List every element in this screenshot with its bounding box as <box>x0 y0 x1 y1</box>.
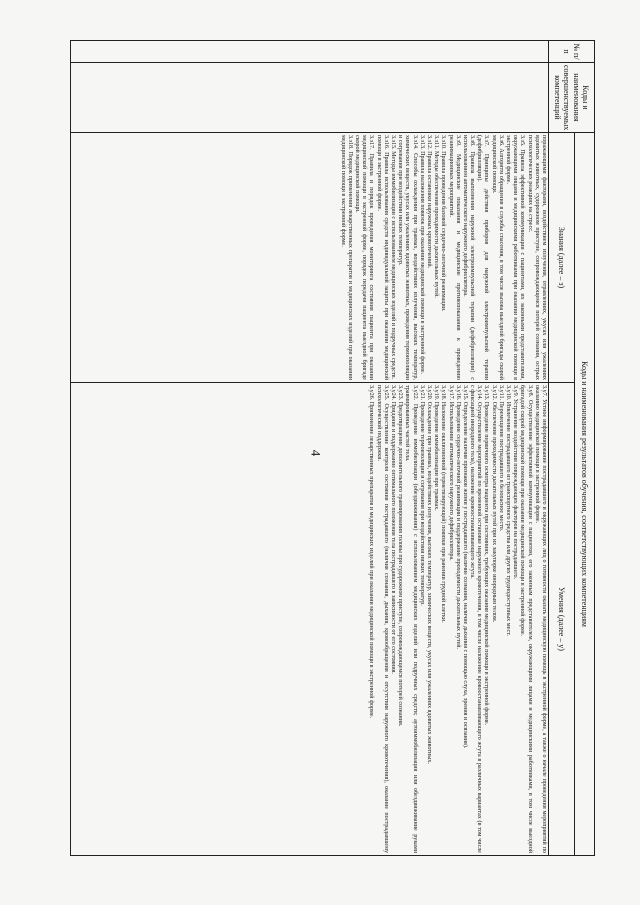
knowledge-item: 3.з11. Методы обеспечения проходимости дыхательных путей. <box>433 135 440 298</box>
skill-item: 3.у17. Использование автоматического наружного дефибриллятора. <box>447 385 454 561</box>
knowledge-item: 3.з9. Медицинские показания и медицинские противопоказания к проведению реанимационных мероприятий. <box>447 135 461 380</box>
header-results: Коды и наименования результатов обучения, соответствующих компетенциям <box>575 133 595 856</box>
knowledge-item: 3.з17. Правила и порядок проведения мониторинга состояния пациента при оказании медицинской помощи в экстренной форме, порядок передачи пациента выездной бригаде скорой медицинской помощи. <box>354 135 375 380</box>
cell-num <box>71 41 549 63</box>
skill-item: 3.у12. Обеспечение проходимости дыхательных путей при их закупорке инородным телом. <box>490 385 497 623</box>
skill-item: 3.у8. Осуществление эффективной коммуникации с пациентом, его законным представителем, окружающими лицами и медицинскими работниками, в том числе выездной бригадой скорой медицинской помощи при оказании медицинской помощи в экстренной форме. <box>519 385 533 854</box>
knowledge-item: поражающими факторами, воздействием излучения, отравлениях, укусах или ужалениях ядовитых животных, судорожном приступе, сопровождающемся потерей сознания, острых психологических реакциях на стресс. <box>526 135 547 380</box>
header-knowledge: Знания (далее – з) <box>549 133 575 383</box>
skill-item: 3.у25. Осуществление контроля состояния пострадавшего (наличия сознания, дыхания, кровообращения и отсутствия наружного кровотечения), оказание пострадавшему психологической поддержки. <box>375 385 389 854</box>
skill-item: 3.у19. Проведение иммобилизации при травмах. <box>433 385 440 511</box>
skill-item: 3.у26. Применение лекарственных препаратов и медицинских изделий при оказании медицинской помощи в экстренной форме. <box>368 385 375 719</box>
skill-item: 3.у10. Извлечение пострадавшего из транспортного средства или других труднодоступных мест. <box>505 385 512 636</box>
skill-item: 3.у15. Определение наличия признаков жизни у пострадавшего (наличие сознания, наличие дыхания с помощью слуха, зрения и осязания). <box>461 385 468 749</box>
knowledge-item: 3.з5. Правила эффективной коммуникации с пациентами, их законными представителями, окружающими лицами и медицинскими работниками при оказании медицинской помощи в экстренной форме. <box>505 135 526 380</box>
header-skills: Умения (далее – у) <box>549 383 575 856</box>
skill-item: 3.у23. Предотвращение дополнительного травмирования головы при судорожном приступе, сопровождающемся потерей сознания. <box>397 385 404 727</box>
cell-knowledge <box>71 133 549 383</box>
knowledge-item: 3.з18. Порядок применения лекарственных препаратов и медицинских изделий при оказании медицинской помощи в экстренной форме. <box>339 135 353 380</box>
cell-skills <box>71 383 549 856</box>
skill-item: 3.у16. Проведение сердечно-легочной реанимации и поддержание проходимости дыхательных путей. <box>454 385 461 650</box>
skill-item: 3.у13. Проведение первичного осмотра пациента при состояниях, требующих оказания медицинской помощи в экстренной форме. <box>483 385 490 726</box>
cell-competence <box>71 63 549 133</box>
skill-item: 3.у22. Проведение иммобилизации (обездвиживания) с использованием медицинских изделий или подручных средств; аутоиммобилизация или обездвиживание руками травмированных частей тела. <box>404 385 418 854</box>
header-competence: Коды и наименования совершенствуемых компетенций <box>549 63 595 133</box>
knowledge-item: 3.з13. Правила наложения повязок при оказании медицинской помощи в экстренной форме. <box>418 135 425 375</box>
rotated-table-container <box>70 40 595 855</box>
skill-item: 3.у20. Охлаждение при травмах, воздействиях излучения, высоких температур, химических веществ, укусах или ужалениях ядовитых животных. <box>426 385 432 764</box>
skill-item: 3.у18. Наложение окклюзионной (герметизирующей) повязки при ранении грудной клетки. <box>440 385 447 623</box>
header-num: № п/п <box>549 41 595 63</box>
knowledge-item: 3.з6. Алгоритм обращения в службы спасения, в том числе вызова выездной бригады скорой медицинской помощи. <box>490 135 504 380</box>
knowledge-item: 3.з8. Правила выполнения наружной электроимпульсной терапии (дефибрилляции) с использованием автоматического наружного дефибриллятора. <box>461 135 476 380</box>
competence-table <box>70 40 595 856</box>
skill-item: 3.у14. Осуществление мероприятий по временной остановке наружного кровотечения, в том числе наложение кровоостанавливающего жгута в различных вариантах (в том числе с фиксацией инородного тела), наложение кровоостанавливающего жгута. <box>469 385 483 854</box>
skill-item: 3.у24. Придание и поддержание оптимального положения тела пострадавшего в зависимости от его состояния. <box>390 385 397 674</box>
skill-item: 3.у21. Проведение термоизоляции и согревания при воздействии низких температур. <box>418 385 425 606</box>
skill-item: 3.у9. Устранение воздействия повреждающих факторов на пострадавшего. <box>512 385 519 580</box>
knowledge-item: 3.з14. Способы охлаждения при травмах, воздействиях излучения, высоких температур, химических веществ, укусах или ужалениях ядовитых животных, проведения термоизоляции и согревания при воздействии низких температур. <box>397 135 418 380</box>
knowledge-item: 3.з16. Правила использования средств индивидуальной защиты при оказании медицинской помощи в экстренной форме. <box>375 135 389 380</box>
knowledge-item: 3.з15. Методы иммобилизации с использованием медицинских изделий и подручных средств. <box>390 135 397 380</box>
knowledge-item: 3.з12. Правила остановки наружных кровотечений. <box>426 135 432 269</box>
knowledge-item: 3.з7. Принципы действия приборов для наружной электроимпульсной терапии (дефибрилляции). <box>476 135 490 380</box>
page-number: 4 <box>308 449 324 457</box>
skill-item: 3.у7. Устное информирование пострадавшего и окружающих лиц о готовности оказать медицинскую помощь в экстренной форме, а также о начале проведения мероприятий по оказанию медицинской помощи в экстренной форме. <box>533 385 547 854</box>
skill-item: 3.у11. Перемещение пострадавшего в безопасное место. <box>497 385 504 532</box>
knowledge-item: 3.з10. Правила проведения базовой сердечно-легочной реанимации. <box>440 135 447 312</box>
